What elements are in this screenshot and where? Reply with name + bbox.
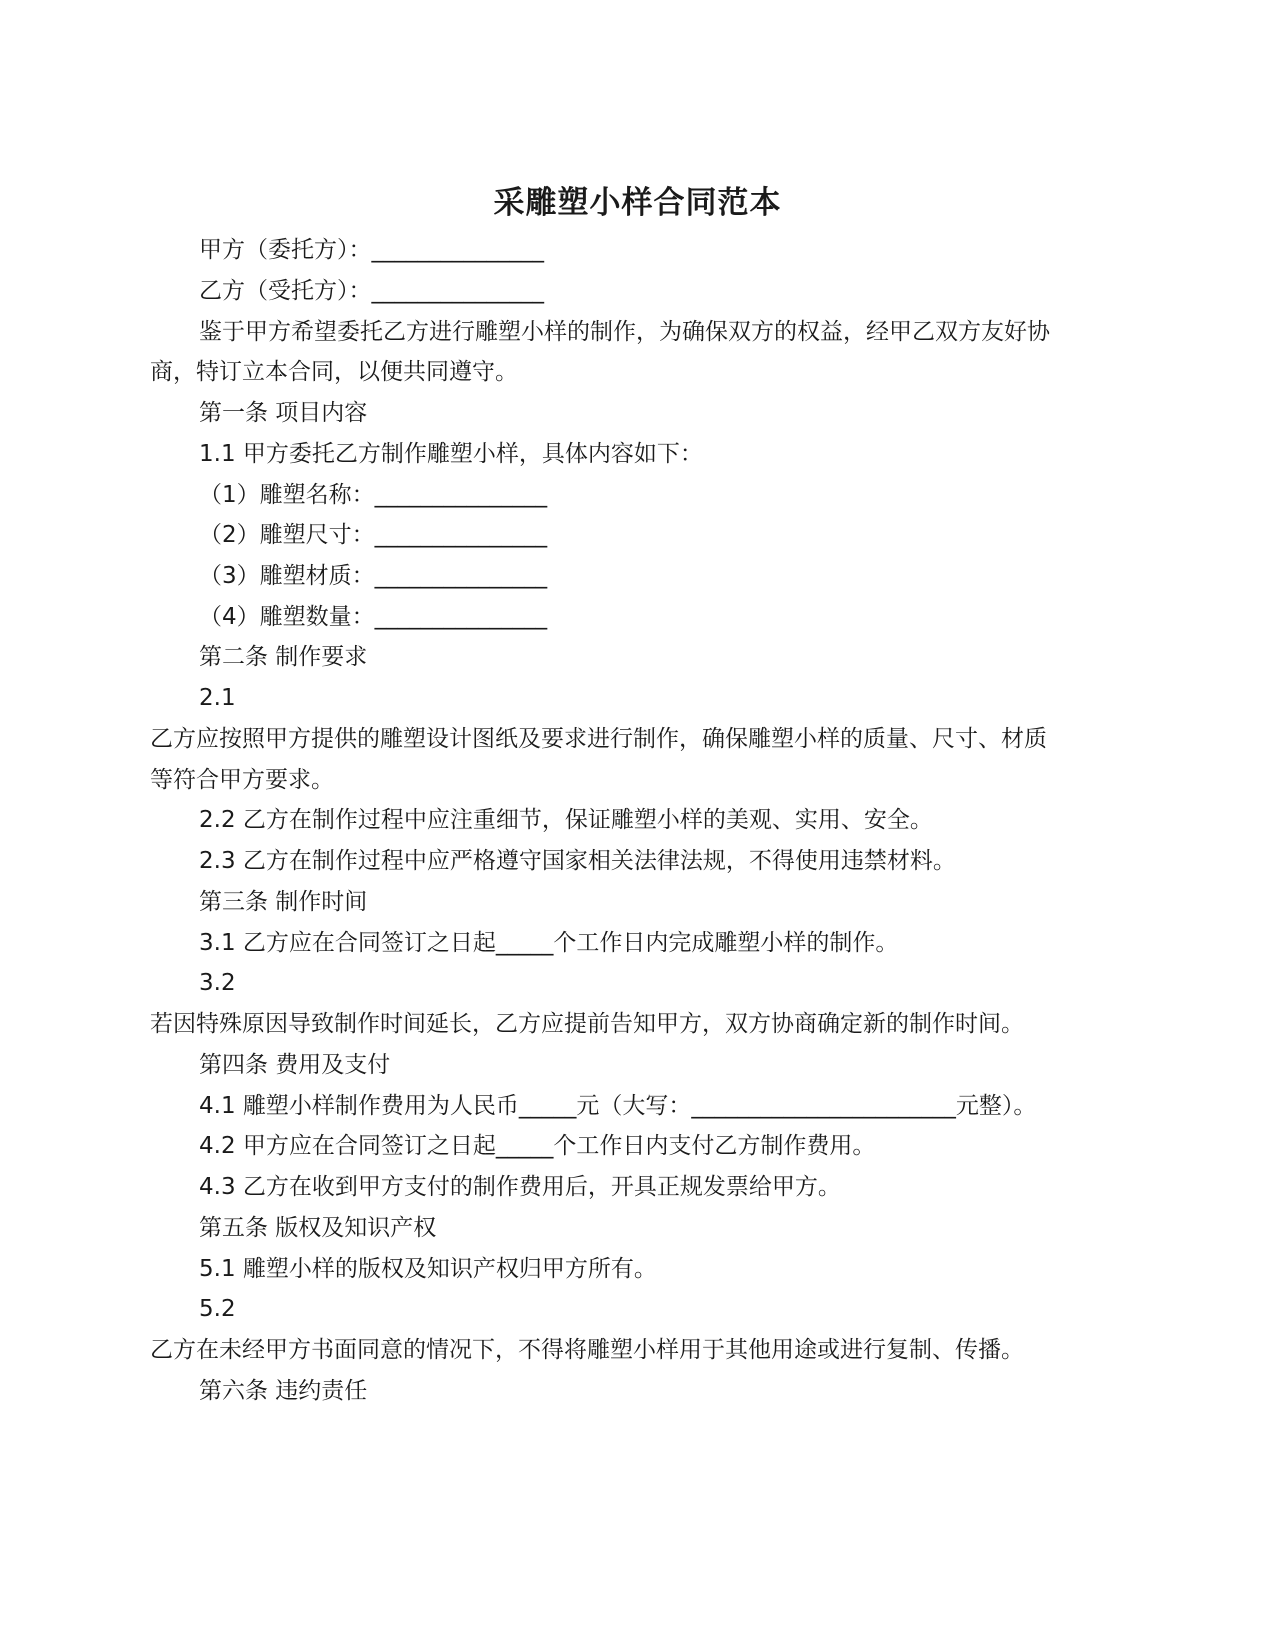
- clause-2-1-number: 2.1: [199, 685, 236, 711]
- clause-4-1: 4.1 雕塑小样制作费用为人民币_____元（大写：_______________________元整）。: [199, 1093, 1037, 1119]
- clause-3-2-number: 3.2: [199, 970, 236, 996]
- clause-3-1: 3.1 乙方应在合同签订之日起_____个工作日内完成雕塑小样的制作。: [199, 930, 899, 956]
- article-1-heading: 第一条 项目内容: [199, 400, 368, 426]
- clause-5-1: 5.1 雕塑小样的版权及知识产权归甲方所有。: [199, 1256, 657, 1282]
- item-4-quantity: （4）雕塑数量：_______________: [199, 604, 548, 630]
- clause-1-1: 1.1 甲方委托乙方制作雕塑小样，具体内容如下：: [199, 441, 703, 467]
- clause-5-2-text: 乙方在未经甲方书面同意的情况下，不得将雕塑小样用于其他用途或进行复制、传播。: [150, 1337, 1024, 1363]
- clause-4-3: 4.3 乙方在收到甲方支付的制作费用后，开具正规发票给甲方。: [199, 1174, 841, 1200]
- article-4-heading: 第四条 费用及支付: [199, 1052, 391, 1078]
- clause-3-2-text: 若因特殊原因导致制作时间延长，乙方应提前告知甲方，双方协商确定新的制作时间。: [150, 1011, 1024, 1037]
- clause-4-2: 4.2 甲方应在合同签订之日起_____个工作日内支付乙方制作费用。: [199, 1133, 876, 1159]
- article-2-heading: 第二条 制作要求: [199, 644, 368, 670]
- page-title: 采雕塑小样合同范本: [493, 185, 782, 221]
- article-3-heading: 第三条 制作时间: [199, 889, 368, 915]
- article-6-heading: 第六条 违约责任: [199, 1378, 368, 1404]
- party-b-line: 乙方（受托方）：_______________: [199, 278, 544, 304]
- preamble-line-1: 鉴于甲方希望委托乙方进行雕塑小样的制作，为确保双方的权益，经甲乙双方友好协: [199, 319, 1050, 345]
- party-a-line: 甲方（委托方）：_______________: [199, 237, 544, 263]
- article-5-heading: 第五条 版权及知识产权: [199, 1215, 437, 1241]
- item-1-name: （1）雕塑名称：_______________: [199, 482, 548, 508]
- clause-2-2: 2.2 乙方在制作过程中应注重细节，保证雕塑小样的美观、实用、安全。: [199, 807, 933, 833]
- clause-2-1-line-1: 乙方应按照甲方提供的雕塑设计图纸及要求进行制作，确保雕塑小样的质量、尺寸、材质: [150, 726, 1047, 752]
- clause-2-1-line-2: 等符合甲方要求。: [150, 767, 334, 793]
- clause-2-3: 2.3 乙方在制作过程中应严格遵守国家相关法律法规，不得使用违禁材料。: [199, 848, 956, 874]
- item-3-material: （3）雕塑材质：_______________: [199, 563, 548, 589]
- item-2-size: （2）雕塑尺寸：_______________: [199, 522, 548, 548]
- clause-5-2-number: 5.2: [199, 1296, 236, 1322]
- preamble-line-2: 商，特订立本合同，以便共同遵守。: [150, 359, 518, 385]
